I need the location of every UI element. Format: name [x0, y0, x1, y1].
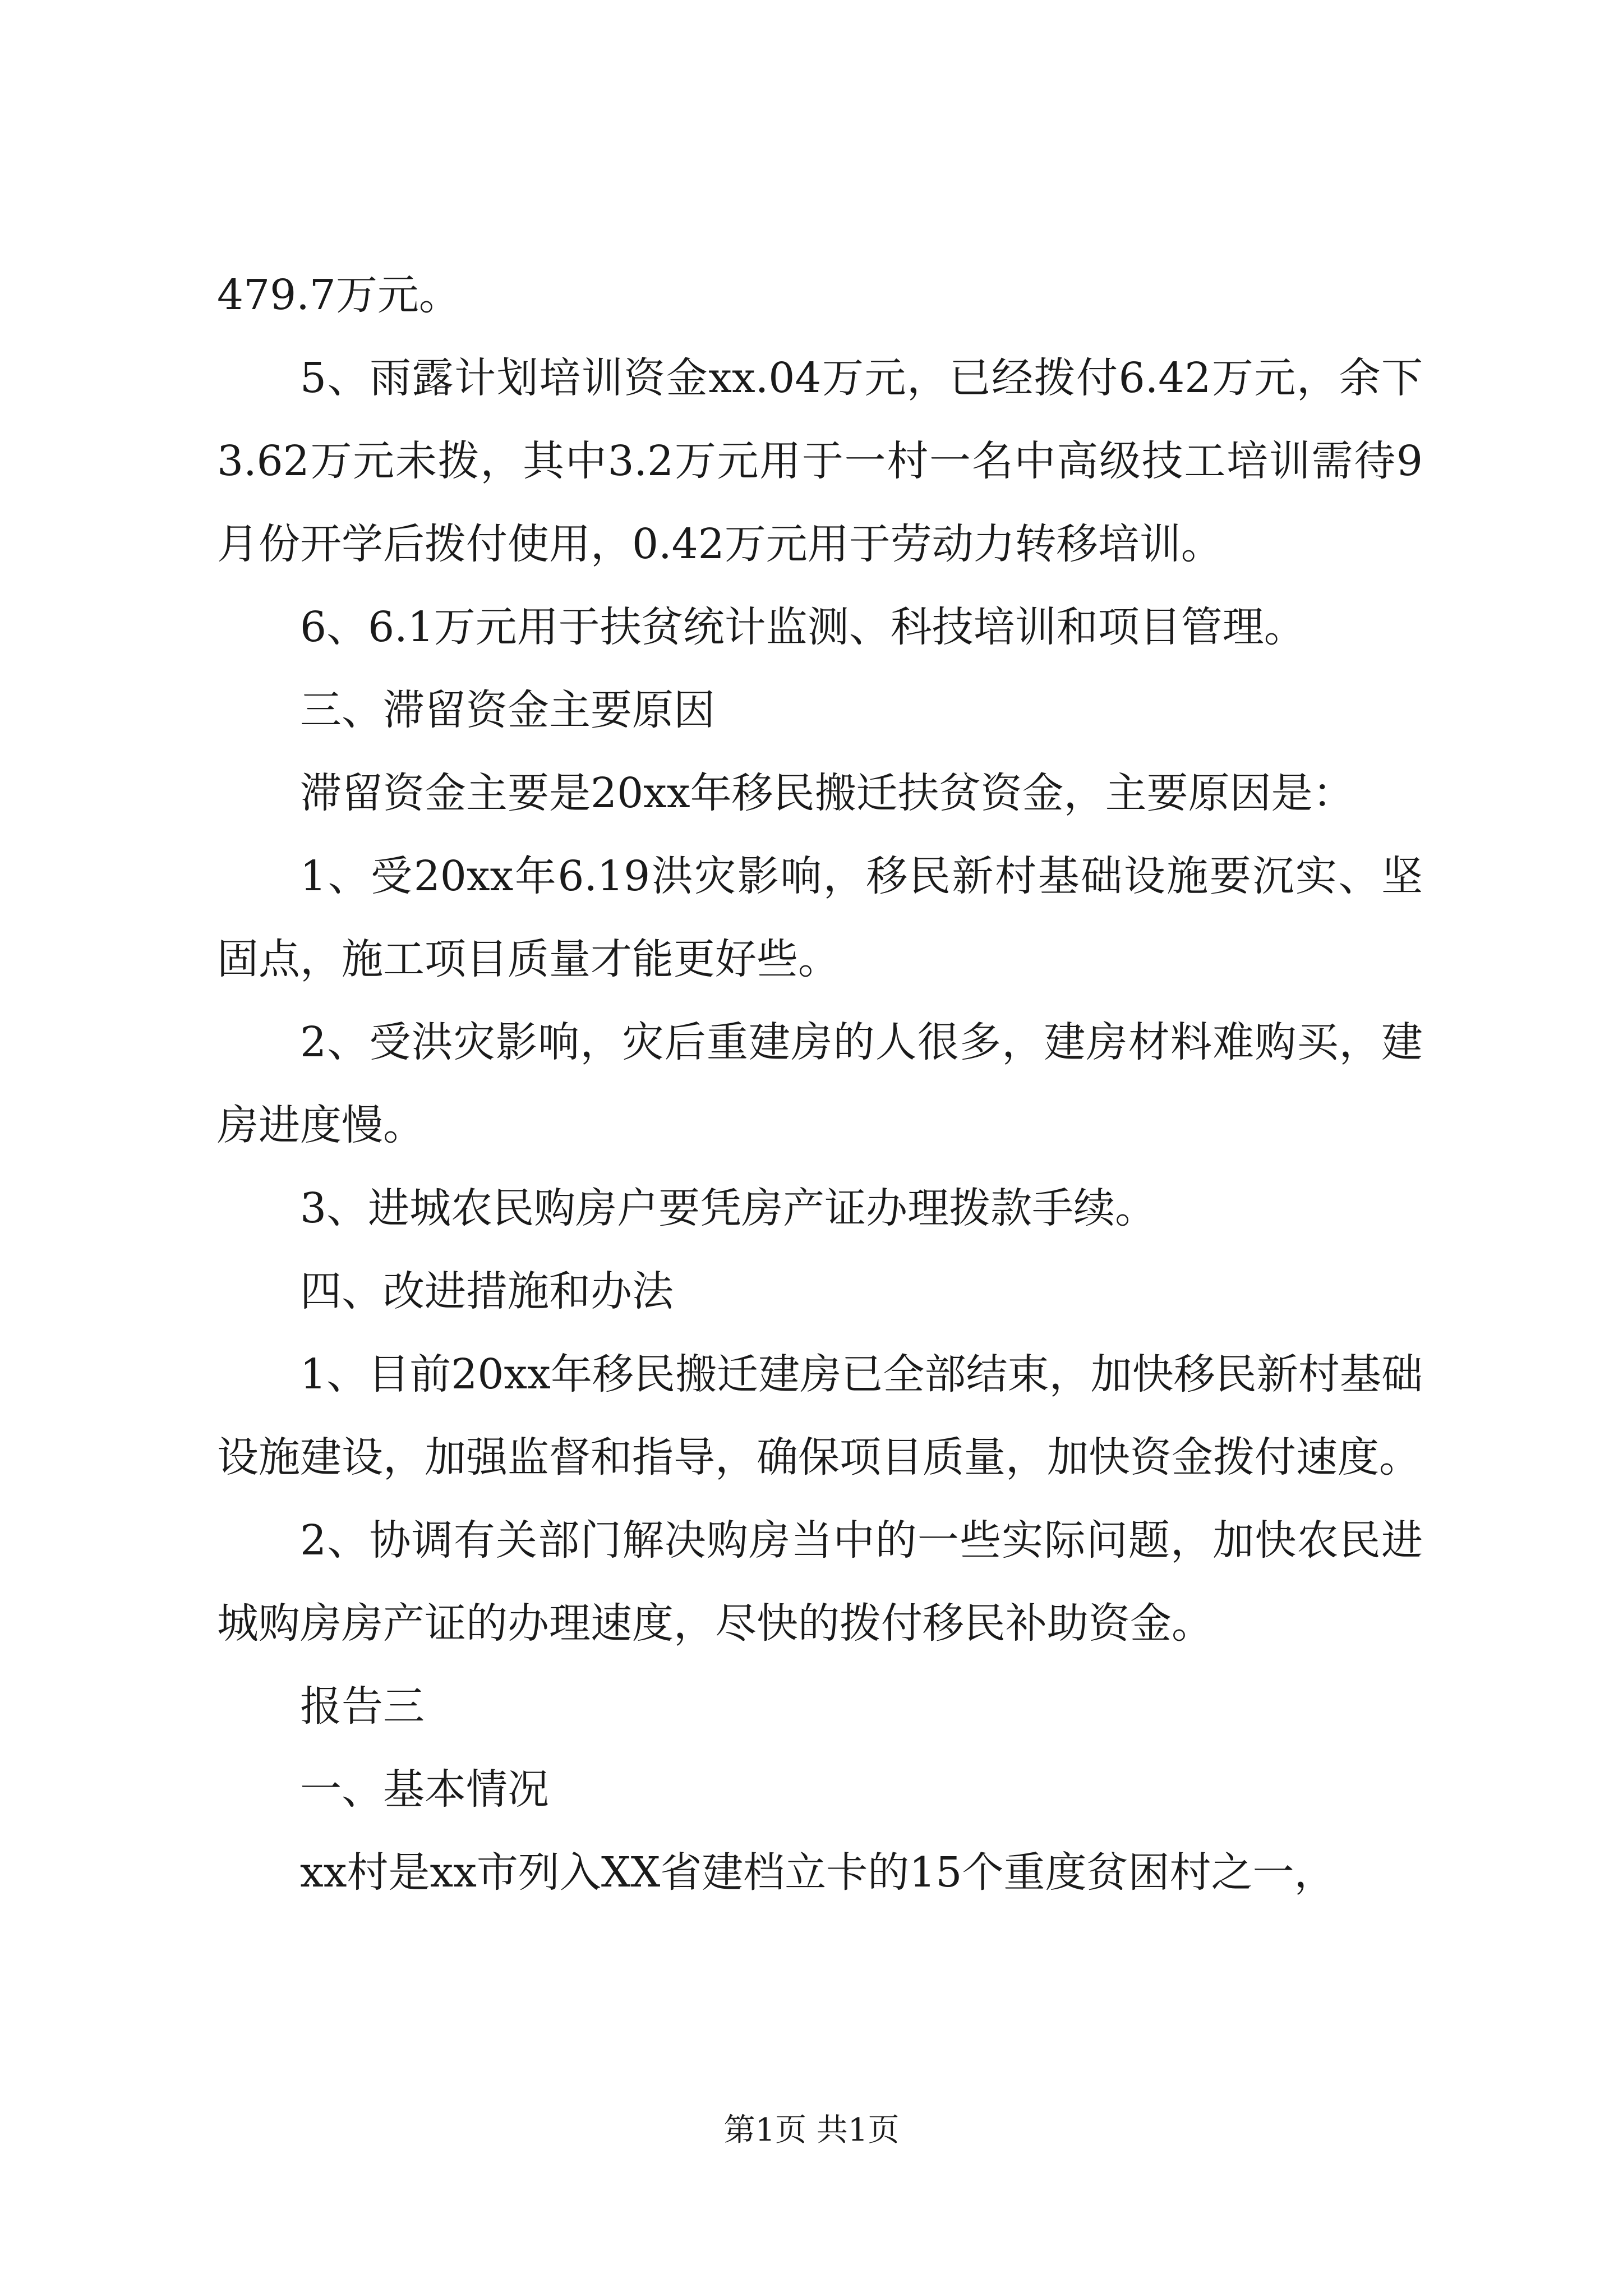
paragraph: xx村是xx市列入XX省建档立卡的15个重度贫困村之一，	[300, 1848, 1336, 1897]
paragraph: 5、雨露计划培训资金xx.04万元，已经拨付6.42万元，余下3.62万元未拨，其中3.2万元用于一村一名中高级技工培训需待9月份开学后拨付使用，0.42万元用于劳动力转移培训。	[217, 354, 1423, 568]
section-heading: 三、滞留资金主要原因	[300, 686, 715, 734]
report-heading: 报告三	[300, 1682, 425, 1731]
paragraph: 479.7万元。	[217, 271, 460, 319]
paragraph: 6、6.1万元用于扶贫统计监测、科技培训和项目管理。	[300, 603, 1306, 651]
document-body	[217, 254, 1423, 1914]
paragraph: 2、受洪灾影响，灾后重建房的人很多，建房材料难购买，建房进度慢。	[217, 1018, 1423, 1149]
page-footer: 第1页 共1页	[723, 2112, 900, 2148]
paragraph: 3、进城农民购房户要凭房产证办理拨款手续。	[300, 1184, 1157, 1232]
section-heading: 一、基本情况	[300, 1765, 549, 1814]
paragraph: 2、协调有关部门解决购房当中的一些实际问题，加快农民进城购房房产证的办理速度，尽快的拨付移民补助资金。	[217, 1516, 1423, 1648]
paragraph: 1、受20xx年6.19洪灾影响，移民新村基础设施要沉实、坚固点，施工项目质量才能更好些。	[217, 852, 1423, 983]
section-heading: 四、改进措施和办法	[300, 1267, 674, 1315]
paragraph: 1、目前20xx年移民搬迁建房已全部结束，加快移民新村基础设施建设，加强监督和指导，确保项目质量，加快资金拨付速度。	[217, 1350, 1423, 1481]
paragraph: 滞留资金主要是20xx年移民搬迁扶贫资金，主要原因是：	[300, 769, 1354, 817]
